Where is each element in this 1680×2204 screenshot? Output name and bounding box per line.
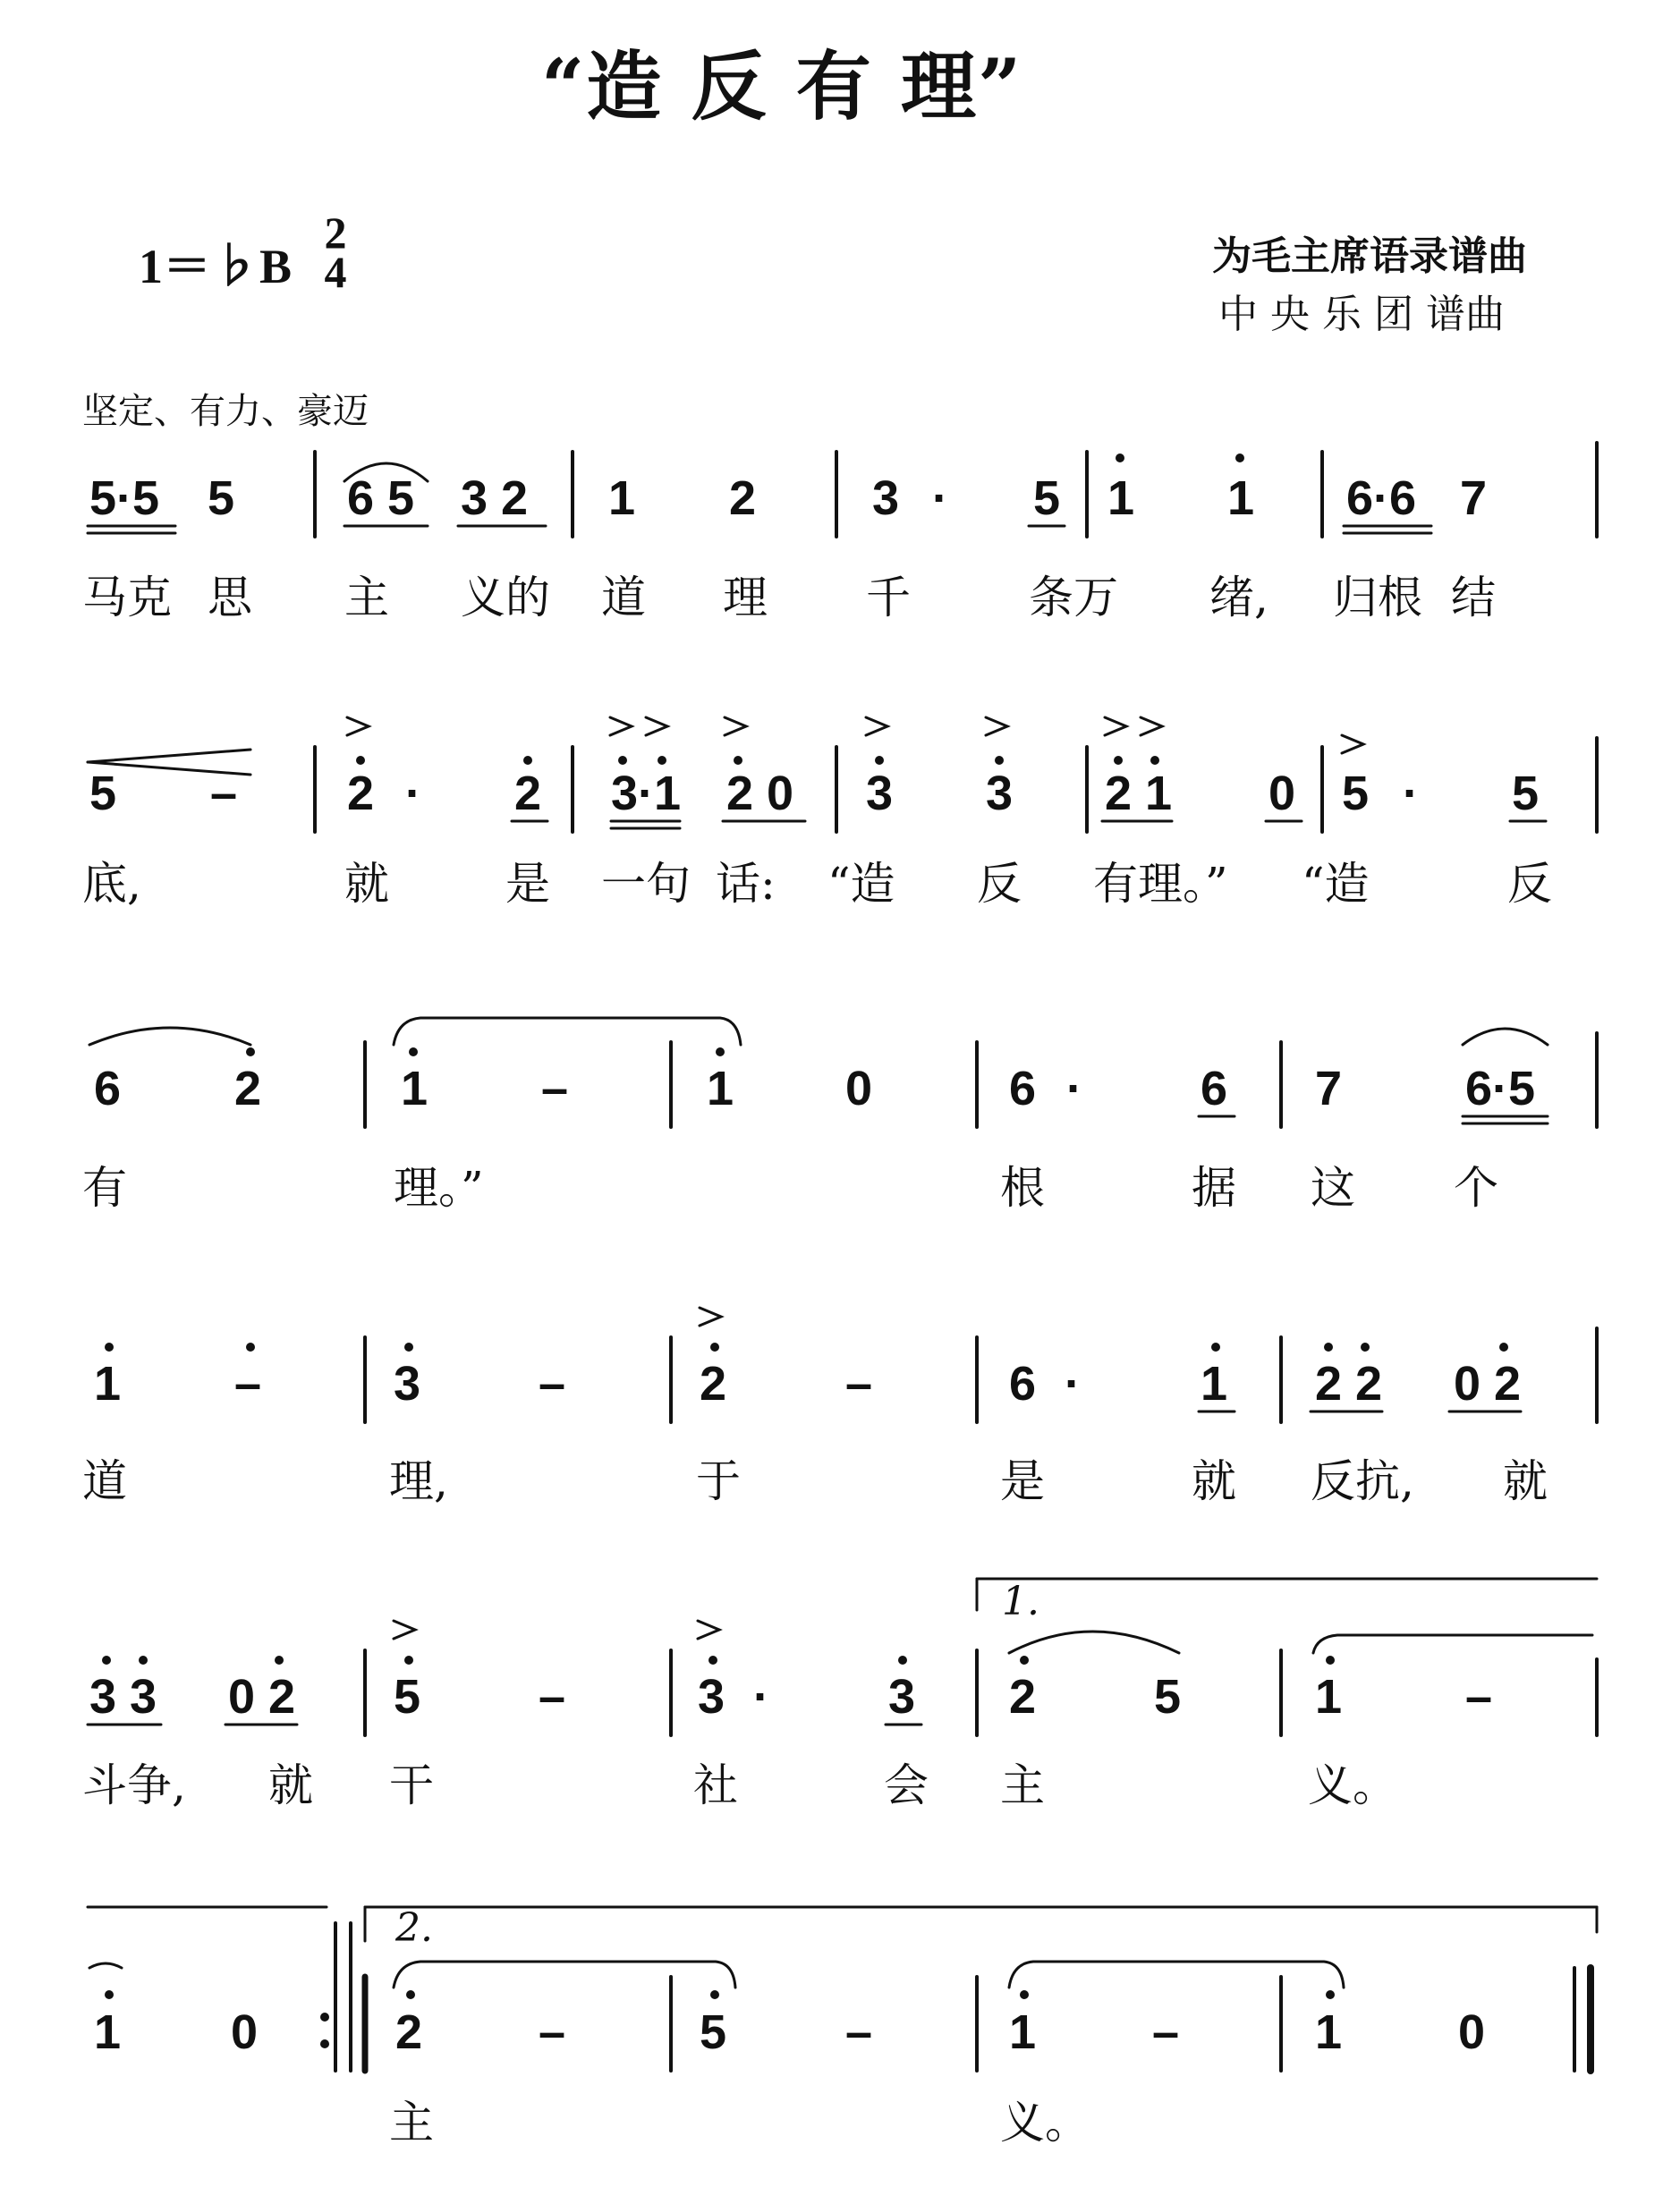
lyric: 义。 [1308, 1759, 1397, 1811]
note: 1 [1227, 471, 1255, 525]
note: 3·1 [611, 767, 682, 820]
lyric: 根 [1000, 1162, 1045, 1214]
lyric: 就 [1503, 1455, 1548, 1507]
credit-line-2: 中 央 乐 团 谱曲 [1218, 292, 1505, 337]
note: – [539, 1670, 566, 1724]
note: · [1403, 767, 1419, 820]
lyric: 底, [82, 858, 141, 910]
lyric: 马克 [82, 572, 172, 623]
note: 3 [986, 767, 1014, 820]
lyric: 斗争, [82, 1759, 186, 1811]
note: 5 [1512, 767, 1540, 820]
lyric: 反 [977, 858, 1022, 910]
lyric: 义。 [1000, 2097, 1090, 2149]
note: 6 [1201, 1062, 1228, 1115]
barlines-line-1 [315, 443, 1597, 537]
note: 2 [514, 767, 542, 820]
note: 6 [94, 1062, 122, 1115]
credit-line-1: 为毛主席语录谱曲 [1212, 233, 1527, 279]
note: 3 3 [89, 1670, 157, 1724]
lyric: 道 [601, 572, 646, 623]
note: 3 [394, 1357, 421, 1411]
time-signature-top: 2 [324, 208, 347, 258]
lyric: 条万 [1029, 572, 1118, 623]
note: 0 [1458, 2005, 1486, 2059]
lyric: 话: [716, 858, 776, 910]
note: 1 [1009, 2005, 1037, 2059]
note: 7 [1315, 1062, 1343, 1115]
lyric: 是 [505, 858, 550, 910]
lyric: 有理。” [1093, 858, 1228, 910]
note: 1 [94, 2005, 122, 2059]
note: 6 [1009, 1357, 1037, 1411]
note: 0 2 [1454, 1357, 1522, 1411]
first-ending-label: 1. [1002, 1579, 1039, 1624]
note: 2 [1009, 1670, 1037, 1724]
lyric: 归根 [1333, 572, 1422, 623]
note: 1 [94, 1357, 122, 1411]
note: – [234, 1357, 262, 1411]
note: 2 [234, 1062, 262, 1115]
lyric: 主 [1000, 1759, 1045, 1811]
note: – [1152, 2005, 1180, 2059]
lyric: 道 [82, 1455, 127, 1507]
note: 3 [888, 1670, 916, 1724]
note: 2 [700, 1357, 727, 1411]
note: 7 [1460, 471, 1488, 525]
note: – [845, 2005, 873, 2059]
lyric: 结 [1451, 572, 1496, 623]
lyric: 千 [866, 572, 911, 623]
lyric: 主 [389, 2097, 434, 2149]
lyric: 理。” [394, 1162, 484, 1214]
note: · [1065, 1357, 1081, 1411]
note: 2 [395, 2005, 423, 2059]
lyric: 干 [389, 1759, 434, 1811]
lyric: 理 [723, 572, 768, 623]
note: 0 [231, 2005, 259, 2059]
lyric: 主 [344, 572, 389, 623]
barlines-line-6 [335, 1923, 1591, 2071]
note: 0 [845, 1062, 873, 1115]
lyric: 就 [344, 858, 389, 910]
lyric: 是 [1000, 1455, 1045, 1507]
note: 1 [401, 1062, 428, 1115]
note: 1 [1315, 2005, 1343, 2059]
barlines-line-4 [365, 1328, 1597, 1422]
note: 1 [1201, 1357, 1228, 1411]
song-title: “造 反 有 理” [541, 42, 1023, 131]
lyric: 一句 [601, 858, 691, 910]
note: 2 [347, 767, 375, 820]
note: 1 [707, 1062, 734, 1115]
note: 2 [729, 471, 757, 525]
note: 5 [1033, 471, 1061, 525]
note: 1 [608, 471, 636, 525]
note: 5 [1154, 1670, 1182, 1724]
lyric: 思 [208, 572, 252, 623]
note: 5 [700, 2005, 727, 2059]
barlines-line-5 [365, 1650, 1597, 1735]
lyric: 就 [1192, 1455, 1236, 1507]
note: 1 [1107, 471, 1135, 525]
lyric: 反 [1507, 858, 1552, 910]
note: 5 [394, 1670, 421, 1724]
lyric: 这 [1311, 1162, 1355, 1214]
lyric: 于 [696, 1455, 741, 1507]
note: – [845, 1357, 873, 1411]
note: 6·5 [1465, 1062, 1536, 1115]
note: 6 5 [347, 471, 415, 525]
note: – [539, 2005, 566, 2059]
note: 3 [698, 1670, 725, 1724]
note: 2 1 [1105, 767, 1173, 820]
note: 5 [208, 471, 235, 525]
barlines-line-2 [315, 738, 1597, 832]
second-ending-label: 2. [395, 1905, 433, 1951]
lyric: 义的 [461, 572, 550, 623]
key-signature: 1＝♭B [139, 240, 293, 293]
note: – [541, 1062, 569, 1115]
note: · [1066, 1062, 1082, 1115]
note: 2 0 [726, 767, 794, 820]
note: 3 [872, 471, 900, 525]
note: 5·5 [89, 471, 160, 525]
lyric: 绪, [1209, 572, 1268, 623]
note: 5 [89, 767, 117, 820]
lyric: 反抗, [1311, 1455, 1414, 1507]
note: · [932, 471, 948, 525]
lyric: 据 [1192, 1162, 1236, 1214]
lyric: 社 [693, 1759, 738, 1811]
lyric: “造 [827, 858, 895, 910]
note: · [405, 767, 421, 820]
note: 5 [1342, 767, 1370, 820]
lyric: 个 [1454, 1162, 1498, 1214]
note: 2 2 [1315, 1357, 1383, 1411]
lyric: 有 [82, 1162, 127, 1214]
note: – [539, 1357, 566, 1411]
lyric: 就 [268, 1759, 313, 1811]
note: – [1465, 1670, 1493, 1724]
note: 6 [1009, 1062, 1037, 1115]
note: 6·6 [1346, 471, 1417, 525]
barlines-line-3 [365, 1033, 1597, 1127]
note: – [210, 767, 238, 820]
lyric: 理, [389, 1455, 448, 1507]
tempo-marking: 坚定、有力、豪迈 [82, 391, 369, 432]
note: · [753, 1670, 769, 1724]
note: 1 [1315, 1670, 1343, 1724]
note: 3 [866, 767, 894, 820]
lyric: “造 [1302, 858, 1370, 910]
time-signature-bottom: 4 [324, 247, 347, 297]
lyric: 会 [884, 1759, 929, 1811]
note: 0 [1268, 767, 1296, 820]
note: 0 2 [228, 1670, 296, 1724]
note: 3 2 [461, 471, 529, 525]
